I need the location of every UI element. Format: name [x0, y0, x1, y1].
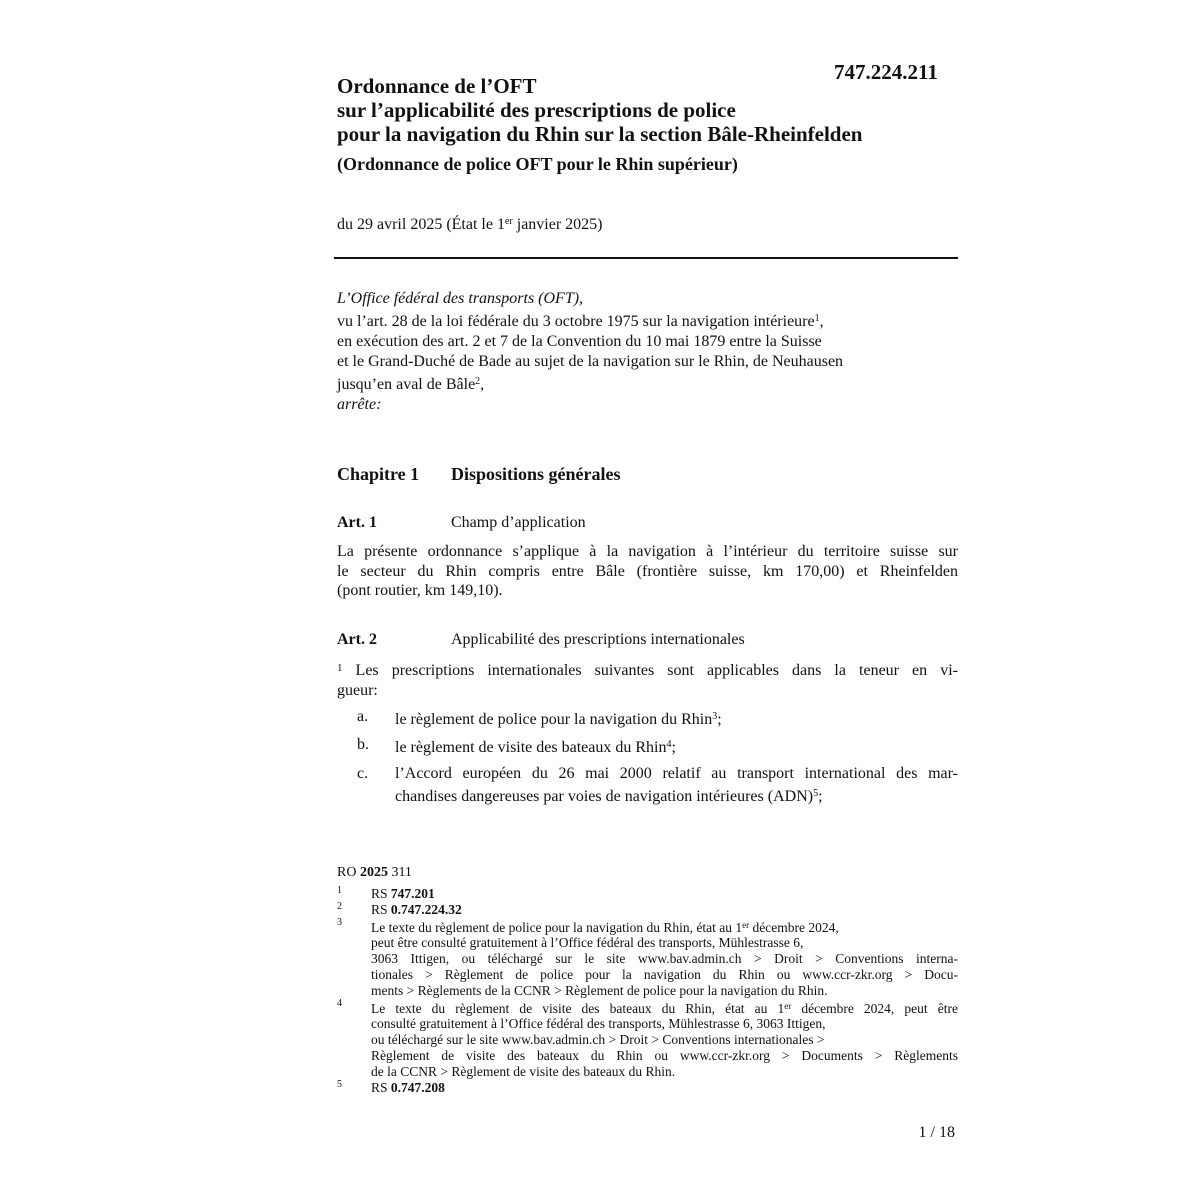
article-heading [337, 631, 958, 649]
chapter-heading [337, 464, 621, 485]
header-divider [334, 257, 958, 259]
footnote [337, 1080, 958, 1096]
footnote-line: Règlement de visite des bateaux du Rhin ou www.ccr-zkr.org > Documents > Règlements [371, 1047, 958, 1063]
paragraph-line: le secteur du Rhin compris entre Bâle (frontière suisse, km 170,00) et Rheinfelden [337, 562, 958, 580]
document-date [337, 216, 603, 234]
footnote-line: de la CCNR > Règlement de visite des bateaux du Rhin. [371, 1063, 676, 1079]
footnotes [337, 886, 958, 1095]
footnote-text-part: décembre 2024, [749, 919, 839, 935]
footnote-text [371, 1080, 958, 1096]
list-item-line [395, 784, 958, 807]
footnote-text [371, 918, 958, 999]
list-marker: b. [357, 736, 369, 753]
preamble-text: vu l’art. 28 de la loi fédérale du 3 octobre 1975 sur la navigation intérieure [337, 313, 815, 330]
footnote-prefix: RS [371, 901, 391, 917]
footnote-number: 1 [337, 885, 342, 896]
list-text [395, 764, 958, 806]
preamble-line [337, 372, 843, 395]
footnote-ref[interactable]: 3 [712, 711, 718, 722]
footnote-line: peut être consulté gratuitement à l’Office fédéral des transports, Mühlestrasse 6, [371, 935, 804, 951]
footnote-number: 3 [337, 916, 342, 928]
paragraph-line [337, 659, 958, 681]
footnote-line [371, 999, 958, 1017]
footnote-text-part: Le texte du règlement de police pour la navigation du Rhin, état au 1 [371, 919, 743, 935]
document-title [337, 74, 862, 146]
footnote-line: ou téléchargé sur le site www.bav.admin.ch > Droit > Conventions internationales > [371, 1032, 825, 1048]
ro-page: 311 [387, 865, 412, 880]
footnote-line: 3063 Ittigen, ou téléchargé sur le site www.bav.admin.ch > Droit > Conventions interna- [371, 951, 958, 967]
footnote-ref[interactable]: 4 [666, 739, 672, 750]
ro-reference [337, 865, 412, 881]
footnote-text-part: décembre 2024, peut être [791, 1000, 958, 1016]
footnote-line [371, 918, 958, 936]
footnote-text [371, 902, 958, 918]
footnote-text [371, 999, 958, 1080]
article-heading [337, 514, 958, 532]
list-punct: ; [818, 787, 823, 805]
article-number: Art. 1 [337, 514, 377, 531]
footnote-ref-number[interactable]: 0.747.208 [390, 1079, 445, 1095]
paragraph-line: La présente ordonnance s’applique à la navigation à l’intérieur du territoire suisse sur [337, 543, 958, 560]
footnote [337, 918, 958, 999]
preamble-decision: arrête: [337, 396, 382, 413]
rs-number: 747.224.211 [834, 60, 938, 84]
list-punct: ; [671, 739, 676, 756]
footnote-ref[interactable]: 5 [813, 787, 819, 799]
document-page [337, 0, 958, 1200]
preamble-text: jusqu’en aval de Bâle [337, 376, 476, 393]
paragraph-number: 1 [337, 662, 343, 674]
footnote-number: 4 [337, 997, 342, 1009]
footnote-text [371, 886, 958, 902]
footnote-sup: er [742, 919, 750, 930]
footnote [337, 886, 958, 902]
list-text [395, 735, 958, 758]
ro-prefix: RO [337, 865, 360, 880]
title-line: Ordonnance de l’OFT [337, 74, 537, 98]
footnote-ref-number[interactable]: 0.747.224.32 [390, 901, 462, 917]
list-item-text: chandises dangereuses par voies de navigation intérieures (ADN) [395, 787, 814, 805]
footnote-ref[interactable]: 1 [814, 313, 820, 324]
footnote-line: tionales > Règlement de police pour la navigation du Rhin ou www.ccr-zkr.org > Docu- [371, 966, 958, 982]
preamble-authority: L’Office fédéral des transports (OFT), [337, 290, 584, 307]
article-title: Applicabilité des prescriptions internationales [451, 631, 745, 648]
ro-year: 2025 [359, 865, 388, 880]
page-number: 1 / 18 [918, 1124, 955, 1141]
chapter-title: Dispositions générales [451, 464, 621, 484]
footnote-prefix: RS [371, 1079, 391, 1095]
preamble-line: en exécution des art. 2 et 7 de la Convention du 10 mai 1879 entre la Suisse [337, 333, 822, 350]
footnote-sup: er [784, 1000, 792, 1011]
preamble-punct: , [819, 313, 824, 330]
footnote-number: 5 [337, 1078, 342, 1090]
article-paragraph [337, 659, 958, 700]
footnote [337, 902, 958, 918]
footnote-number: 2 [337, 900, 342, 912]
document-subtitle: (Ordonnance de police OFT pour le Rhin supérieur) [337, 154, 738, 174]
date-suffix: janvier 2025) [512, 216, 603, 233]
preamble-punct: , [480, 376, 485, 393]
article-title: Champ d’application [451, 514, 586, 531]
article-number: Art. 2 [337, 631, 377, 648]
footnote-line: consulté gratuitement à l’Office fédéral des transports, Mühlestrasse 6, 3063 Ittigen, [371, 1016, 826, 1032]
list-item-text: le règlement de visite des bateaux du Rhin [395, 739, 667, 756]
chapter-label: Chapitre 1 [337, 464, 420, 484]
footnote-ref[interactable]: 2 [475, 376, 481, 387]
list-marker: c. [357, 765, 369, 782]
paragraph-text: Les prescriptions internationales suivantes sont applicables dans la teneur en vi- [342, 662, 958, 679]
list-punct: ; [717, 711, 722, 728]
preamble [337, 289, 843, 415]
footnote-ref-number[interactable]: 747.201 [390, 886, 435, 901]
preamble-line [337, 309, 843, 332]
list-item-text: le règlement de police pour la navigation du Rhin [395, 711, 713, 728]
date-prefix: du 29 avril 2025 (État le 1 [337, 216, 505, 233]
title-line: pour la navigation du Rhin sur la section Bâle-Rheinfelden [337, 122, 863, 146]
preamble-line: et le Grand-Duché de Bade au sujet de la navigation sur le Rhin, de Neuhausen [337, 353, 844, 370]
title-line: sur l’applicabilité des prescriptions de police [337, 98, 736, 122]
date-sup: er [504, 216, 513, 227]
list-item-line: l’Accord européen du 26 mai 2000 relatif au transport international des mar- [395, 765, 958, 782]
footnote-line: ments > Règlements de la CCNR > Règlement de police pour la navigation du Rhin. [371, 982, 828, 998]
footnote-text-part: Le texte du règlement de visite des bateaux du Rhin, état au 1 [371, 1000, 785, 1016]
paragraph-line: gueur: [337, 681, 378, 699]
article-paragraph [337, 542, 958, 601]
list-marker: a. [357, 708, 369, 725]
list-text [395, 707, 958, 730]
footnote [337, 999, 958, 1080]
footnote-prefix: RS [371, 886, 391, 901]
paragraph-line: (pont routier, km 149,10). [337, 582, 503, 599]
